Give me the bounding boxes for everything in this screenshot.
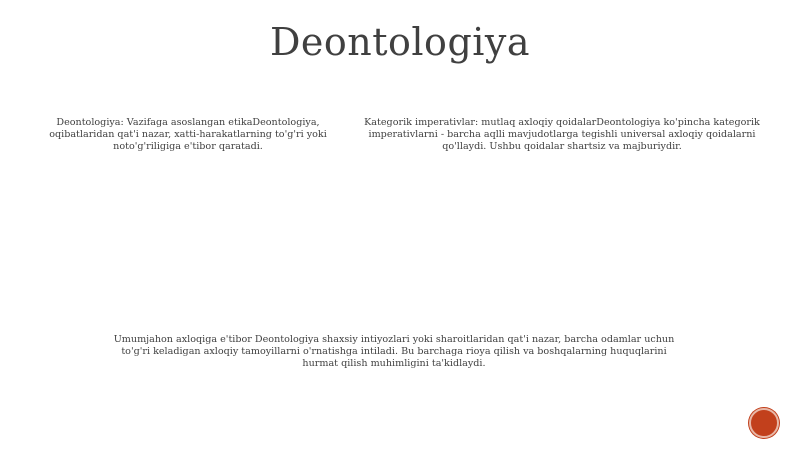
- slide-nav-button[interactable]: [749, 408, 779, 438]
- text-block-universal-ethics: Umumjahon axloqiga e'tibor Deontologiya shaxsiy intiyozlari yoki sharoitlaridan qat'i nazar, barcha odamlar uchun to'g'ri keladigan axloqiy tamoyillarni o'rnatishga intiladi. Bu barchaga rioya qilish va boshqalarning huquqlarini hurmat qilish muhimligini ta'kidlaydi.: [113, 334, 675, 369]
- text-block-categorical-imperatives: Kategorik imperativlar: mutlaq axloqiy qoidalarDeontologiya ko'pincha kategorik imperativlarni - barcha aqlli mavjudotlarga tegishli universal axloqiy qoidalarni qo'llaydi. Ushbu qoidalar shartsiz va majburiydir.: [364, 117, 760, 152]
- slide-title: Deontologiya: [269, 20, 531, 64]
- text-block-deontology: Deontologiya: Vazifaga asoslangan etikaDeontologiya, oqibatlaridan qat'i nazar, xatti-harakatlarning to'g'ri yoki noto'g'riligiga e'tibor qaratadi.: [49, 117, 327, 152]
